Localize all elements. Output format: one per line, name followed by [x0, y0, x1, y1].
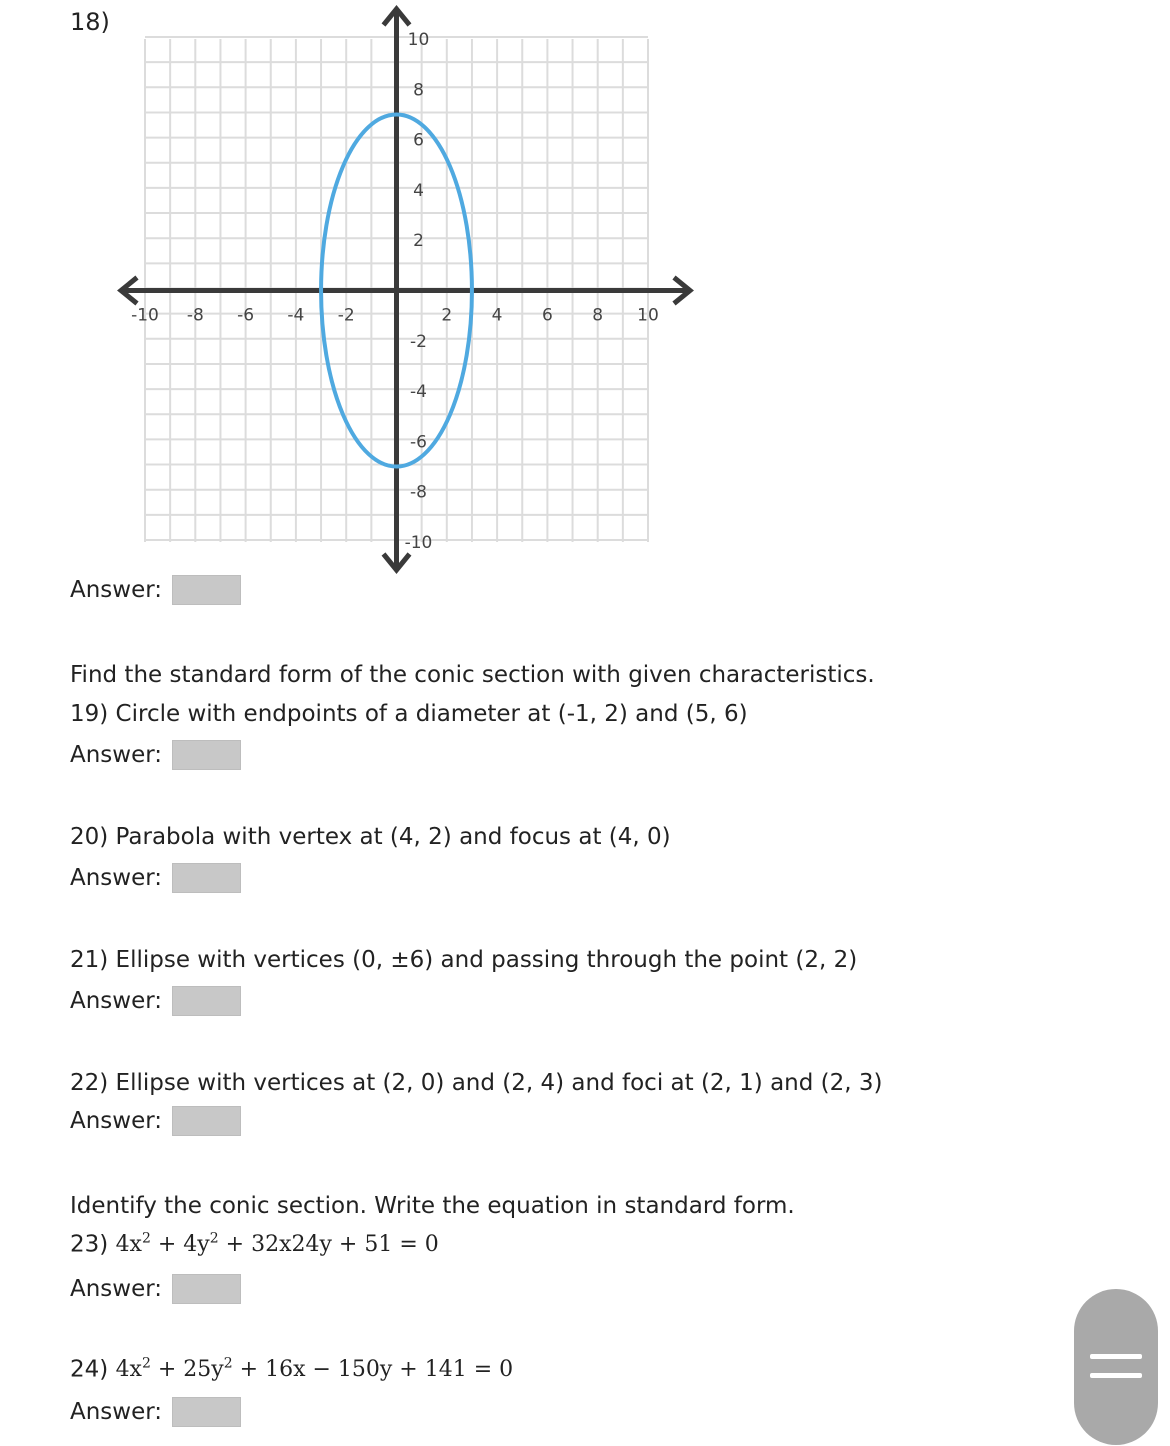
answer-input-20[interactable] — [172, 863, 241, 893]
answer-input-22[interactable] — [172, 1106, 241, 1136]
answer-label: Answer: — [70, 742, 163, 768]
answer-label: Answer: — [70, 988, 163, 1014]
question-23-equation: $4x^2 + 4y^2 + 32x24y + 51 = 0$ — [115, 1231, 439, 1258]
question-20-text: 20) Parabola with vertex at (4, 2) and focus at (4, 0) — [70, 824, 671, 850]
answer-input-24[interactable] — [172, 1397, 241, 1427]
x-tick-label: -4 — [287, 305, 305, 326]
question-22-answer — [70, 1106, 241, 1136]
x-tick-label: 10 — [637, 305, 659, 326]
answer-input-19[interactable] — [172, 740, 241, 770]
question-19-answer — [70, 740, 241, 770]
section-instruction-2: Identify the conic section. Write the equation in standard form. — [70, 1193, 795, 1219]
x-tick-label: -8 — [186, 305, 204, 326]
question-24-number: 24) — [70, 1356, 116, 1383]
question-18-answer — [70, 575, 241, 605]
drag-handle-icon — [1090, 1373, 1142, 1378]
x-tick-label: -2 — [337, 305, 355, 326]
question-22-text: 22) Ellipse with vertices at (2, 0) and (2, 4) and foci at (2, 1) and (2, 3) — [70, 1070, 883, 1096]
question-20-answer — [70, 863, 241, 893]
ellipse-graph — [110, 2, 710, 577]
y-tick-label: -2 — [410, 331, 427, 352]
answer-label: Answer: — [70, 1276, 163, 1302]
x-tick-label: 6 — [541, 305, 553, 326]
question-18-number: 18) — [70, 8, 110, 36]
y-tick-label: 8 — [413, 80, 424, 101]
question-24-answer — [70, 1397, 241, 1427]
x-tick-label: -10 — [131, 305, 159, 326]
question-19-text: 19) Circle with endpoints of a diameter at (-1, 2) and (5, 6) — [70, 701, 748, 727]
drag-handle-icon — [1090, 1354, 1142, 1359]
question-23-answer — [70, 1274, 241, 1304]
answer-label: Answer: — [70, 1108, 163, 1134]
y-tick-label: 10 — [407, 30, 430, 50]
answer-label: Answer: — [70, 865, 163, 891]
answer-input-21[interactable] — [172, 986, 241, 1016]
answer-input-18[interactable] — [172, 575, 241, 605]
answer-label: Answer: — [70, 577, 163, 603]
y-tick-label: -4 — [410, 382, 427, 403]
question-23-number: 23) — [70, 1231, 116, 1258]
question-23-text — [70, 1231, 439, 1257]
question-21-text: 21) Ellipse with vertices (0, ±6) and passing through the point (2, 2) — [70, 947, 858, 973]
section-instruction-1: Find the standard form of the conic section with given characteristics. — [70, 662, 875, 688]
x-tick-label: 4 — [491, 305, 503, 326]
x-tick-label: 8 — [592, 305, 604, 326]
y-tick-label: -10 — [404, 533, 433, 553]
question-21-answer — [70, 986, 241, 1016]
question-24-text — [70, 1356, 513, 1382]
y-tick-label: 4 — [413, 180, 424, 201]
y-tick-label: -8 — [410, 482, 427, 503]
answer-input-23[interactable] — [172, 1274, 241, 1304]
answer-label: Answer: — [70, 1399, 163, 1425]
x-tick-label: -6 — [237, 305, 255, 326]
y-tick-label: -6 — [410, 432, 427, 453]
question-24-equation: $4x^2 + 25y^2 + 16x - 150y + 141 = 0$ — [115, 1356, 514, 1383]
scroll-handle[interactable] — [1074, 1289, 1158, 1445]
x-tick-label: 2 — [441, 305, 453, 326]
y-tick-label: 2 — [413, 231, 424, 252]
y-tick-label: 6 — [413, 130, 424, 151]
